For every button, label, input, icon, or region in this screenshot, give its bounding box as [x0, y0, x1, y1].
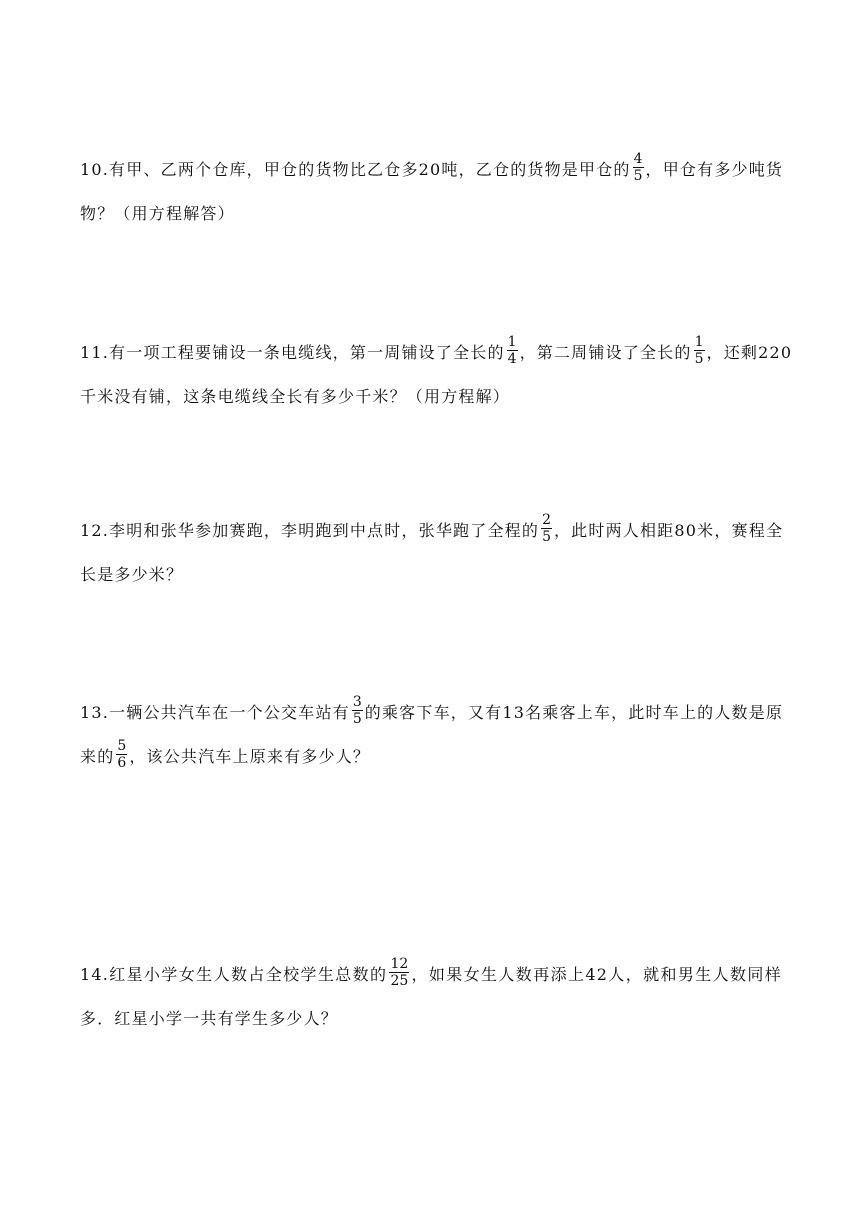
- fraction-denominator: 5: [633, 168, 643, 184]
- problem-13: [80, 691, 782, 779]
- fraction: [694, 334, 705, 367]
- fraction: [541, 512, 552, 545]
- problem-text: ，甲仓有多少吨货: [645, 160, 784, 179]
- problem-12: [80, 509, 782, 597]
- problem-text: 多．红星小学一共有学生多少人？: [80, 1009, 339, 1028]
- problem-text: 来的: [80, 747, 115, 766]
- problem-12-line-1: [80, 509, 782, 553]
- problem-number: 11.: [80, 343, 110, 362]
- problem-text: ，第二周铺设了全长的: [519, 343, 692, 362]
- problem-10: [80, 148, 782, 236]
- problem-13-line-2: [80, 735, 782, 779]
- problem-12-line-2: [80, 553, 782, 597]
- problem-11-line-2: [80, 375, 782, 419]
- problem-number: 10.: [80, 160, 110, 179]
- problem-10-line-2: [80, 192, 782, 236]
- problem-text: ，此时两人相距80米，赛程全: [553, 521, 784, 540]
- fraction-numerator: 1: [507, 334, 517, 350]
- problem-14-line-2: [80, 997, 782, 1041]
- problem-text: ，该公共汽车上原来有多少人？: [129, 747, 371, 766]
- fraction-numerator: 1: [694, 334, 704, 350]
- problem-text: 红星小学女生人数占全校学生总数的: [109, 965, 388, 984]
- fraction-denominator: 6: [117, 755, 127, 771]
- problem-text: 长是多少米？: [80, 565, 184, 584]
- problem-text: 李明和张华参加赛跑，李明跑到中点时，张华跑了全程的: [109, 521, 540, 540]
- problem-number: 12.: [80, 521, 110, 540]
- problem-13-line-1: [80, 691, 782, 735]
- fraction-denominator: 25: [390, 973, 409, 989]
- fraction: [633, 151, 644, 184]
- fraction-numerator: 2: [542, 512, 551, 528]
- problem-11: [80, 331, 793, 419]
- problem-number: 14.: [80, 965, 110, 984]
- problem-10-line-1: [80, 148, 782, 192]
- problem-text: ，还剩220: [706, 343, 793, 362]
- fraction-denominator: 5: [352, 711, 362, 727]
- fraction-numerator: 3: [352, 694, 362, 710]
- fraction-numerator: 4: [633, 151, 643, 167]
- problem-number: 13.: [80, 703, 110, 722]
- fraction: [352, 694, 363, 727]
- fraction-numerator: 12: [390, 956, 409, 972]
- problem-14-line-1: [80, 953, 782, 997]
- problem-text: 一辆公共汽车在一个公交车站有: [109, 703, 350, 722]
- fraction-numerator: 5: [117, 738, 127, 754]
- problem-text: 有甲、乙两个仓库，甲仓的货物比乙仓多20吨，乙仓的货物是甲仓的: [109, 160, 631, 179]
- fraction: [507, 334, 518, 367]
- fraction-denominator: 4: [507, 351, 517, 367]
- problem-text: ，如果女生人数再添上42人，就和男生人数同样: [411, 965, 782, 984]
- fraction-denominator: 5: [542, 529, 551, 545]
- fraction: [116, 738, 127, 771]
- problem-14: [80, 953, 782, 1041]
- fraction-denominator: 5: [694, 351, 704, 367]
- problem-text: 物？（用方程解答）: [80, 204, 235, 223]
- problem-text: 有一项工程要铺设一条电缆线，第一周铺设了全长的: [109, 343, 505, 362]
- problem-text: 千米没有铺，这条电缆线全长有多少千米？（用方程解）: [80, 387, 511, 406]
- fraction: [389, 956, 409, 989]
- problem-text: 的乘客下车，又有13名乘客上车，此时车上的人数是原: [364, 703, 784, 722]
- problem-11-line-1: [80, 331, 793, 375]
